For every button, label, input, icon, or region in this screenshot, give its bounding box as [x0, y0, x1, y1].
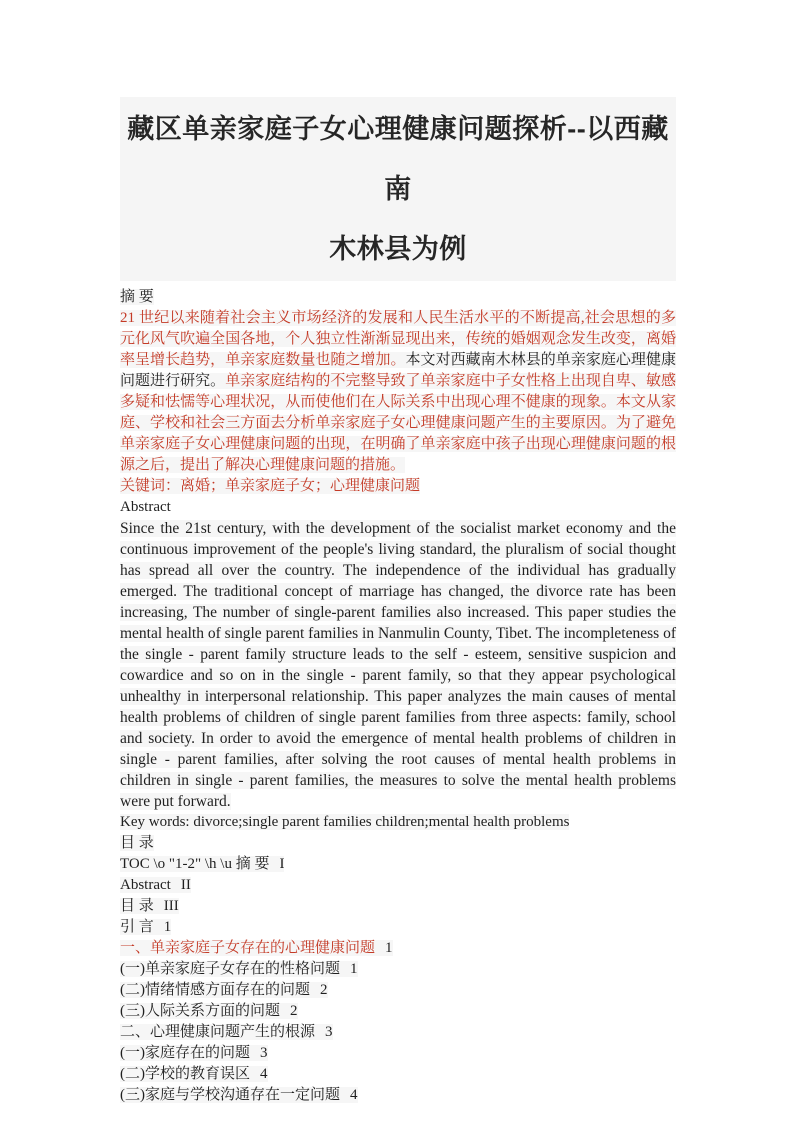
toc-entry-label: (三)家庭与学校沟通存在一定问题	[120, 1087, 340, 1103]
abstract-zh-segment-red-1: 21 世纪以来随着社会主义市场经济的发展和人民生活水平的不断提高,社会思想的多元化风气吹遍全国各地，个人独立性渐渐显现出来，传统的婚姻观念发生改变，离婚率呈增长趋势，单亲家庭数量也随之增加。	[120, 310, 676, 368]
toc-entry-page: 1	[385, 940, 393, 956]
toc-entry-page: 4	[260, 1066, 268, 1082]
toc-entry	[120, 896, 676, 917]
toc-entry-label: (三)人际关系方面的问题	[120, 1003, 280, 1019]
toc-entry-label: 引 言	[120, 919, 154, 935]
toc-entry-page: 2	[320, 982, 328, 998]
abstract-zh-paragraph	[120, 308, 676, 476]
toc-entry	[120, 875, 676, 896]
toc-entry	[120, 1001, 676, 1022]
toc-entry	[120, 980, 676, 1001]
toc-entry-page: III	[163, 898, 179, 914]
keywords-en: Key words: divorce;single parent families children;mental health problems	[120, 814, 570, 830]
keywords-zh: 关键词：离婚；单亲家庭子女；心理健康问题	[120, 478, 421, 494]
toc-entry-label: 二、心理健康问题产生的根源	[120, 1024, 316, 1040]
toc-entry	[120, 1085, 676, 1106]
document-content	[120, 97, 676, 1106]
document-title	[120, 97, 676, 281]
abstract-zh-segment-red-2: 单亲家庭结构的不完整导致了单亲家庭中子女性格上出现自卑、敏感多疑和怯懦等心理状况，从而使他们在人际关系中出现心理不健康的现象。本文从家庭、学校和社会三方面去分析单亲家庭子女心理健康问题产生的主要原因。为了避免单亲家庭子女心理健康问题的出现，在明确了单亲家庭中孩子出现心理健康问题的根源之后，提出了解决心理健康问题的措施。	[120, 373, 676, 473]
toc-entry-label: TOC \o "1-2" \h \u 摘 要	[120, 856, 270, 872]
toc-entry-page: II	[180, 877, 191, 893]
toc-entry	[120, 959, 676, 980]
toc-entry	[120, 1064, 676, 1085]
toc-entry	[120, 1043, 676, 1064]
abstract-en-heading: Abstract	[120, 499, 171, 515]
toc-entry	[120, 938, 676, 959]
toc-entry-page: 3	[325, 1024, 333, 1040]
toc-entry	[120, 854, 676, 875]
toc-entry	[120, 917, 676, 938]
toc-entry-page: 1	[163, 919, 172, 935]
toc-entry-page: 3	[260, 1045, 268, 1061]
title-line-2: 木林县为例	[329, 234, 467, 264]
toc-entry-page: 2	[290, 1003, 298, 1019]
toc-entry-label: (一)单亲家庭子女存在的性格问题	[120, 961, 340, 977]
toc-entry-label: (二)学校的教育误区	[120, 1066, 250, 1082]
toc-entry-page: 1	[350, 961, 358, 977]
abstract-zh-heading: 摘 要	[120, 289, 154, 305]
toc-entry-page: I	[279, 856, 285, 872]
toc-entry	[120, 1022, 676, 1043]
toc-entry-label: (二)情绪情感方面存在的问题	[120, 982, 310, 998]
abstract-en-paragraph: Since the 21st century, with the development of the socialist market economy and the continuous improvement of the people's living standard, the pluralism of social thought has spread all over the country. The independence of the individual has gradually emerged. The traditional concept of marriage has changed, the divorce rate has been increasing, The number of single-parent families also increased. This paper studies the mental health of single parent families in Nanmulin County, Tibet. The incompleteness of the single - parent family structure leads to the self - esteem, sensitive suspicion and cowardice and so on in the single - parent family, so that they appear psychological unhealthy in interpersonal relationship. This paper analyzes the main causes of mental health problems of children of single parent families from three aspects: family, school and society. In order to avoid the emergence of mental health problems of children in single - parent families, after solving the root causes of mental health problems in children in single - parent families, the measures to solve the mental health problems were put forward.	[120, 520, 676, 810]
toc-entry-label: (一)家庭存在的问题	[120, 1045, 250, 1061]
abstract-zh-segment-black: 本文对西藏南木林县的单亲家庭心理健康问题进行研究。	[120, 352, 676, 389]
title-line-1: 藏区单亲家庭子女心理健康问题探析--以西藏南	[127, 114, 669, 204]
toc-entry-label: 目 录	[120, 898, 154, 914]
toc-entry-page: 4	[350, 1087, 358, 1103]
toc-entry-label: 一、单亲家庭子女存在的心理健康问题	[120, 940, 376, 956]
toc-entry-label: Abstract	[120, 877, 171, 893]
document-body	[120, 287, 676, 1106]
toc-heading: 目 录	[120, 835, 154, 851]
